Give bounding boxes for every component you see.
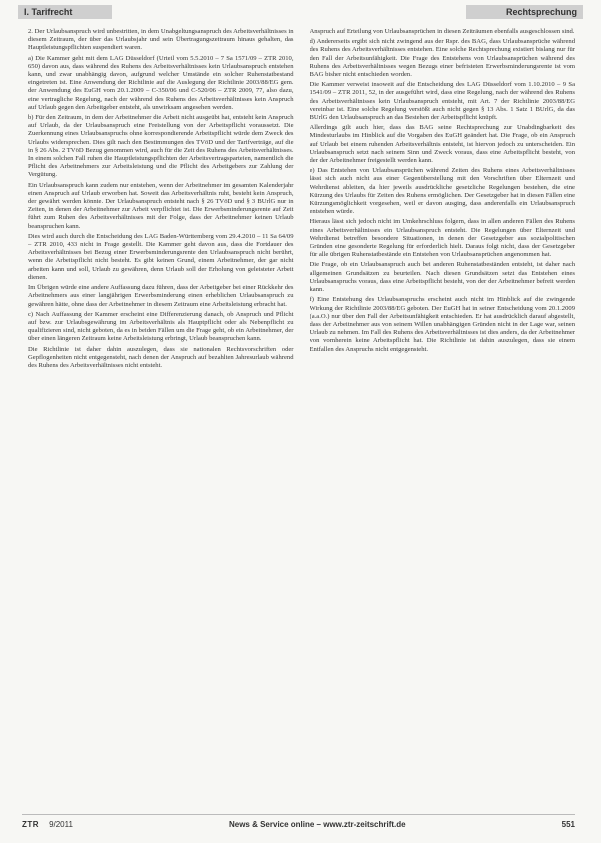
- journal-logo: ZTR: [22, 819, 40, 829]
- right-column: [310, 28, 576, 803]
- paragraph: e) Das Entstehen von Urlaubsansprüchen während Zeiten des Ruhens eines Arbeitsverhältnisses lässt sich auch nicht aus einer Gegenüberstellung mit den Vorschriften über Elternzeit und Wehrdienst ableiten, da hier jeweils ausdrückliche gesetzliche Regelungen bestehen, die eine Kürzung des Urlaubs für Zeiten des Ruhens ermöglichen. Der Gesetzgeber hat in diesen Fällen eine Kürzungsmöglichkeit vorgesehen, weil er davon ausging, dass anderenfalls ein Urlaubsanspruch entstehen würde.: [309, 167, 575, 216]
- footer-left: [22, 820, 73, 829]
- paragraph: Die Kammer verweist insoweit auf die Entscheidung des LAG Düsseldorf vom 1.10.2010 – 9 Sa 1541/09 – ZTR 2011, 52, in der ausgeführt wird, dass eine Regelung, nach der während des Ruhens des Arbeitsverhältnisses kein Urlaubsanspruch entsteht, mit Art. 7 der Richtlinie 2003/88/EG vereinbar ist. Eine solche Regelung verstößt auch nicht gegen § 13 Abs. 1 Satz 1 BUrlG, da das BUrlG den Urlaubsanspruch an das Bestehen der Arbeitspflicht knüpft.: [309, 81, 575, 122]
- paragraph: Die Frage, ob ein Urlaubsanspruch auch bei anderen Ruhenstatbeständen entsteht, ist daher nach allgemeinen Grundsätzen zu beurteilen. Nach diesen Grundsätzen setzt das Entstehen eines Urlaubsanspruchs voraus, dass eine Arbeitspflicht besteht, von der der Arbeitnehmer befreit werden kann.: [309, 261, 575, 294]
- page-number: 551: [561, 819, 575, 829]
- paragraph: d) Andererseits ergibt sich nicht zwingend aus der Rspr. des BAG, dass Urlaubsansprüche während des Ruhens des Arbeitsverhältnisses entstehen. Eine solche Rechtsprechung existiert bislang nur für den Fall der Arbeitsunfähigkeit. Die Frage des Entstehens von Urlaubsansprüchen während des Ruhens des Arbeitsverhältnisses wegen Bezugs einer befristeten Erwerbsminderungsrente ist vom BAG bisher nicht entschieden worden.: [309, 38, 575, 79]
- left-column: [28, 28, 294, 803]
- paragraph: f) Eine Entstehung des Urlaubsanspruchs erscheint auch nicht im Hinblick auf die zwingende Wirkung der Richtlinie 2003/88/EG geboten. Der EuGH hat in seiner Entscheidung vom 20.1.2009 (a.a.O.) nur über den Fall der Arbeitsunfähigkeit entschieden. Er hat ausdrücklich darauf abgestellt, dass der Arbeitnehmer aus von seinem Willen unabhängigen Gründen nicht in der Lage war, seinen Urlaub zu nehmen. Im Fall des Ruhens des Arbeitsverhältnisses ist dies anders, da der Arbeitnehmer von vornherein keine Arbeitspflicht hat. Die Richtlinie ist dahin auszulegen, dass sie einem Entfallen des Anspruchs nicht entgegensteht.: [309, 296, 575, 353]
- page-footer: [22, 814, 575, 831]
- paragraph: Im Übrigen würde eine andere Auffassung dazu führen, dass der Arbeitgeber bei einer Rückkehr des Arbeitnehmers aus einer langjährigen Erwerbsminderung einen erheblichen Urlaubsanspruch zu gewähren hätte, ohne dass der Arbeitnehmer in diesem Zeitraum eine Arbeitsleistung erbracht hat.: [28, 284, 294, 308]
- paragraph: Dies wird auch durch die Entscheidung des LAG Baden-Württemberg vom 29.4.2010 – 11 Sa 64/09 – ZTR 2010, 433 nicht in Frage gestellt. Die Kammer geht davon aus, dass die Fortdauer des Arbeitsverhältnisses bei Bezug einer Erwerbsminderungsrente den Urlaubsanspruch nicht berührt, wenn die Arbeitspflicht nicht besteht. Es gibt keinen Grund, einem Arbeitnehmer, der gar nicht arbeiten kann und soll, Urlaub zu gewähren, denn Urlaub soll der Erholung von geleisteter Arbeit dienen.: [28, 232, 294, 281]
- paragraph: Anspruch auf Erteilung von Urlaubsansprüchen in diesen Zeiträumen ebenfalls ausgeschlossen sind.: [309, 28, 575, 35]
- footer-url-text: News & Service online – www.ztr-zeitschrift.de: [228, 819, 406, 829]
- section-label: I. Tarifrecht: [18, 5, 112, 19]
- category-label: Rechtsprechung: [466, 5, 583, 19]
- issue-number: 9/2011: [49, 819, 73, 829]
- paragraph: Allerdings gilt auch hier, dass das BAG seine Rechtsprechung zur Unabdingbarkeit des Mindesturlaubs im Hinblick auf die Vorgaben des EuGH geändert hat. Die Frage, ob ein Anspruch auf Urlaub bei einem ruhenden Arbeitsverhältnis entsteht, ist hiervon jedoch zu unterscheiden. Ein Urlaubsanspruch setzt nach seinem Sinn und Zweck voraus, dass eine Arbeitspflicht besteht, von der der Arbeitnehmer freigestellt werden kann.: [309, 124, 575, 165]
- paragraph: c) Nach Auffassung der Kammer erscheint eine Differenzierung danach, ob Anspruch und Pflicht auf bzw. zur Urlaubsgewährung im Arbeitsverhältnis als Hauptpflicht oder als Nebenpflicht zu qualifizieren sind, nicht geboten, da es in beiden Fällen um die Frage geht, ob ein Arbeitnehmer, der über einen längeren Zeitraum keine Arbeitsleistung erbringt, Urlaub beanspruchen kann.: [28, 310, 294, 343]
- paragraph: a) Die Kammer geht mit dem LAG Düsseldorf (Urteil vom 5.5.2010 – 7 Sa 1571/09 – ZTR 2010, 650) davon aus, dass während des Ruhens des Arbeitsverhältnisses kein Urlaubsanspruch entstehen kann, und zwar unabhängig davon, aufgrund welcher Umstände ein solcher Ruhenstatbestand eingetreten ist. Eine Anwendung der Richtlinie auf die Auslegung der Richtlinie 2003/88/EG gem. der Anwendung des EuGH vom 20.1.2009 – C-350/06 und C-520/06 – ZTR 2009, 77, also dazu, eine vertragliche Regelung, nach der während des Ruhens des Arbeitsverhältnisses kein Anspruch auf Urlaub gegen den Arbeitgeber entsteht, als unwirksam angesehen werden.: [28, 54, 294, 111]
- paragraph: Die Richtlinie ist daher dahin auszulegen, dass sie nationalen Rechtsvorschriften oder Gepflogenheiten nicht entgegensteht, nach denen der Anspruch auf bezahlten Jahresurlaub während des Ruhens des Arbeitsverhältnisses nicht entsteht.: [28, 345, 294, 369]
- paragraph: b) Für den Zeitraum, in dem der Arbeitnehmer die Arbeit nicht ausgeübt hat, entsteht kein Anspruch auf Urlaub, da der Urlaubsanspruch eine Freistellung von der Arbeitspflicht voraussetzt. Die Zuerkennung eines Urlaubsanspruchs ohne korrespondierende Arbeitspflicht würde dem Zweck des Urlaubs widersprechen. Dies gilt nach den Bestimmungen des TVöD und der Tarifverträge, auf die in § 26 Abs. 2 TVöD Bezug genommen wird, auch für die Zeit des Ruhens des Arbeitsverhältnisses. In einem solchen Fall ruhen die Hauptleistungspflichten der Arbeitsvertragsparteien, namentlich die Pflicht des Arbeitnehmers zur Arbeitsleistung und die Pflicht des Arbeitgebers zur Zahlung der Vergütung.: [28, 114, 294, 179]
- paragraph: Hieraus lässt sich jedoch nicht im Umkehrschluss folgern, dass in allen anderen Fällen des Ruhens eines Arbeitsverhältnisses ein Urlaubsanspruch entsteht. Die Regelungen über Elternzeit und Wehrdienst betreffen besondere Situationen, in denen der Gesetzgeber aus sozialpolitischen Gründen eine gesonderte Regelung für erforderlich hielt. Daraus folgt nicht, dass der Gesetzgeber für alle übrigen Ruhenstatbestände ein Entstehen von Urlaubsansprüchen angenommen hat.: [309, 218, 575, 259]
- paragraph: Ein Urlaubsanspruch kann zudem nur entstehen, wenn der Arbeitnehmer im gesamten Kalenderjahr einen Anspruch auf Urlaub erworben hat. Soweit das Arbeitsverhältnis ruht, besteht kein Anspruch, der gewährt werden könnte. Der Urlaubsanspruch entsteht nach § 26 TVöD und § 3 BUrlG nur in Zeiten, in denen der Arbeitnehmer zur Arbeit verpflichtet ist. Die Erwerbsminderungsrente auf Zeit führt zum Ruhen des Arbeitsverhältnisses mit der Folge, dass der Arbeitnehmer keinen Urlaub beanspruchen kann.: [28, 181, 294, 230]
- running-header: [18, 4, 583, 20]
- paragraph: 2. Der Urlaubsanspruch wird unbestritten, in dem Unabgeltungsanspruch des Arbeitsverhältnisses in diesem Zeitraum, der über das Urlaubsjahr und sein Übertragungszeitraum hinaus gehalten, das Hauptleistungspflichten suspendiert waren.: [28, 28, 294, 52]
- text-columns: [28, 28, 575, 803]
